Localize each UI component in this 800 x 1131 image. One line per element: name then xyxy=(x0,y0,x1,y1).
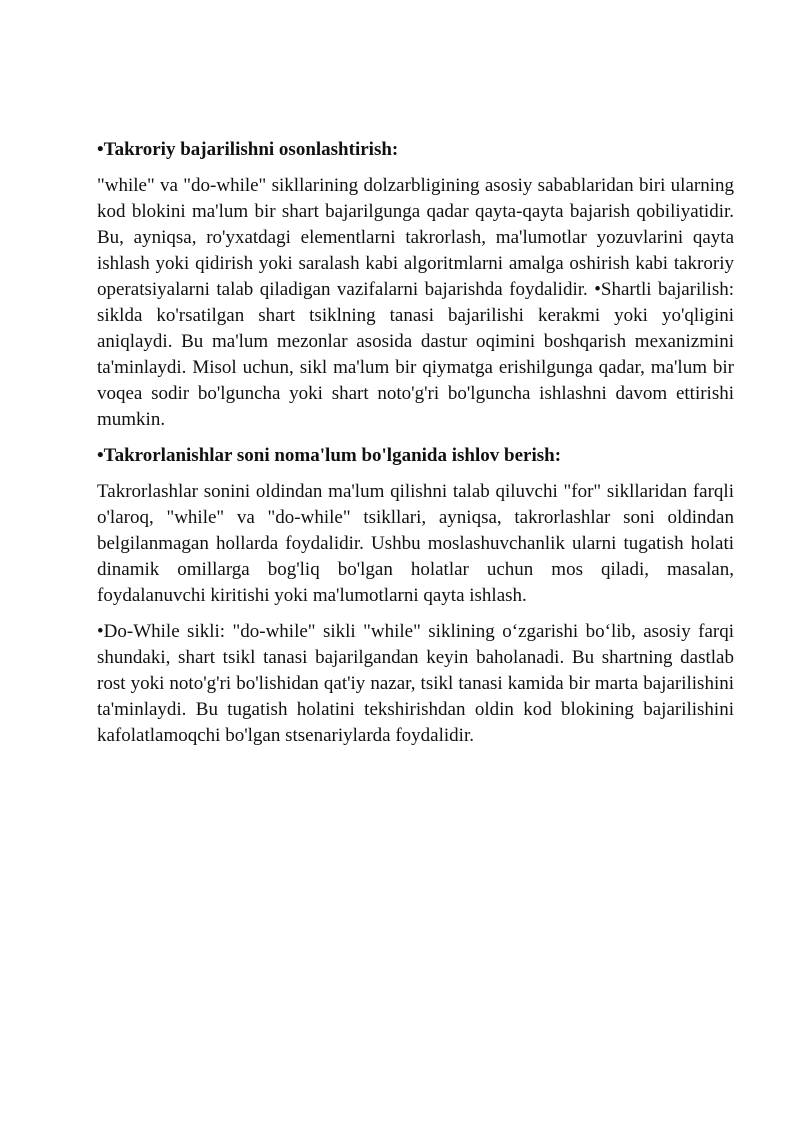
section-heading-unknown-iterations: •Takrorlanishlar soni noma'lum bo'lganida ishlov berish: xyxy=(97,445,562,466)
paragraph-unknown-iterations: Takrorlashlar sonini oldindan ma'lum qilishni talab qiluvchi "for" sikllaridan farqli o'laroq, "while" va "do-while" tsikllari, ayniqsa, takrorlashlar soni oldindan belgilanmagan hollarda foydalidir. Ushbu moslashuvchanlik ularni tugatish holati dinamik omillarga bog'liq bo'lgan holatlar uchun mos qiladi, masalan, foydalanuvchi kiritishi yoki ma'lumotlarni qayta ishlash. xyxy=(97,481,734,606)
paragraph-do-while-loop: •Do-While sikli: "do-while" sikli "while" siklining oʻzgarishi boʻlib, asosiy farqi shundaki, shart tsikl tanasi bajarilgandan keyin baholanadi. Bu shartning dastlab rost yoki noto'g'ri bo'lishidan qat'iy nazar, tsikl tanasi kamida bir marta bajarilishini ta'minlaydi. Bu tugatish holatini tekshirishdan oldin kod blokining bajarilishini kafolatlamoqchi bo'lgan stsenariylarda foydalidir. xyxy=(97,621,734,746)
paragraph-repetitive-execution: "while" va "do-while" sikllarining dolzarbligining asosiy sabablaridan biri ularning kod blokini ma'lum bir shart bajarilgunga qadar qayta-qayta bajarish qobiliyatidir. Bu, ayniqsa, ro'yxatdagi elementlarni takrorlash, ma'lumotlar yozuvlarini qayta ishlash yoki qidirish yoki saralash kabi algoritmlarni amalga oshirish kabi takroriy operatsiyalarni talab qiladigan vazifalarni bajarishda foydalidir. •Shartli bajarilish: siklda ko'rsatilgan shart tsiklning tanasi bajarilishi kerakmi yoki yo'qligini aniqlaydi. Bu ma'lum mezonlar asosida dastur oqimini boshqarish mexanizmini ta'minlaydi. Misol uchun, sikl ma'lum bir qiymatga erishilgunga qadar, ma'lum bir voqea sodir bo'lguncha yoki shart noto'g'ri bo'lguncha ishlashni davom ettirishi mumkin. xyxy=(97,175,734,430)
section-heading-repetitive-execution: •Takroriy bajarilishni osonlashtirish: xyxy=(97,139,399,160)
document-page xyxy=(97,137,734,759)
